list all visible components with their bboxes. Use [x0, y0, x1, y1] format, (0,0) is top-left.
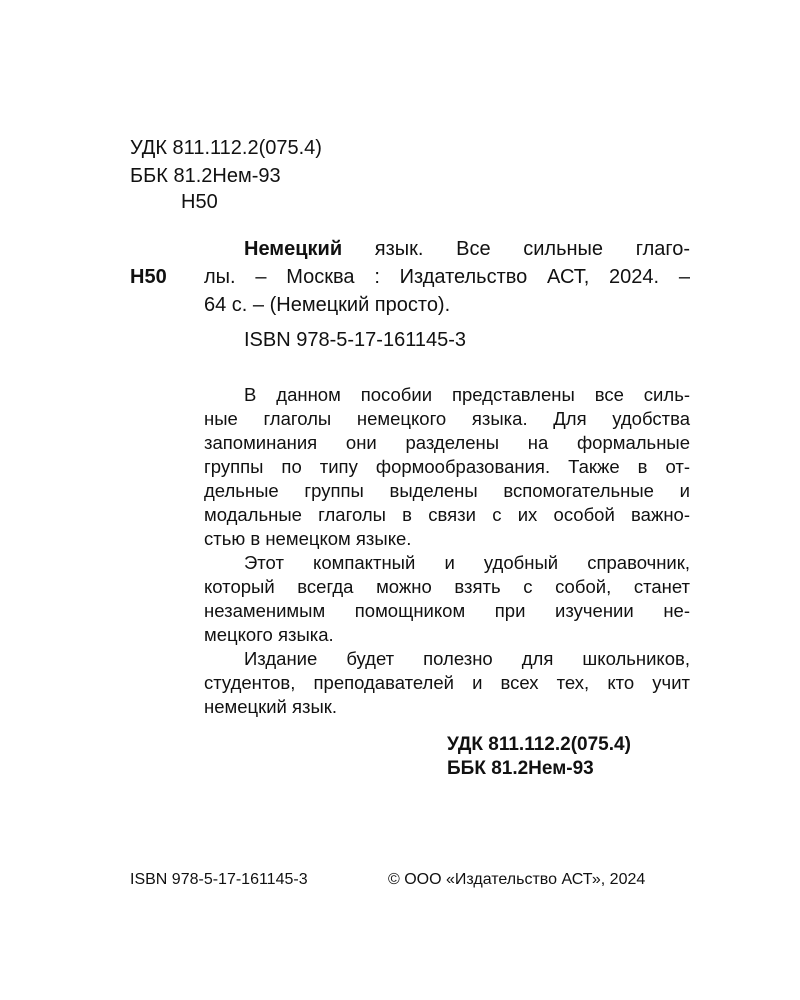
- annotation-line: студентов, преподавателей и всех тех, кто учит: [204, 672, 690, 693]
- udk-top: УДК 811.112.2(075.4): [130, 137, 322, 159]
- annotation-line: незаменимым помощником при изучении не-: [204, 600, 690, 621]
- author-sign-top: Н50: [181, 191, 218, 213]
- annotation-line: В данном пособии представлены все силь-: [244, 384, 690, 405]
- footer-isbn: ISBN 978-5-17-161145-3: [130, 871, 308, 888]
- catalog-title-bold: Немецкий: [244, 238, 343, 260]
- annotation-line: который всегда можно взять с собой, станет: [204, 576, 690, 597]
- catalog-isbn: ISBN 978-5-17-161145-3: [244, 329, 466, 351]
- catalog-imprint-line: лы. – Москва : Издательство АСТ, 2024. –: [204, 266, 690, 288]
- catalog-title-line: [244, 236, 690, 262]
- annotation-line: модальные глаголы в связи с их особой важно-: [204, 504, 690, 525]
- catalog-series-line: 64 с. – (Немецкий просто).: [204, 294, 451, 316]
- annotation-line: Издание будет полезно для школьников,: [244, 648, 690, 669]
- annotation-line: стью в немецком языке.: [204, 528, 412, 549]
- annotation-line: немецкий язык.: [204, 696, 338, 717]
- annotation-line: группы по типу формообразования. Также в от-: [204, 456, 690, 477]
- annotation-line: мецкого языка.: [204, 624, 334, 645]
- annotation-line: запоминания они разделены на формальные: [204, 432, 690, 453]
- annotation-line: ные глаголы немецкого языка. Для удобства: [204, 408, 690, 429]
- annotation-line: Этот компактный и удобный справочник,: [244, 552, 690, 573]
- footer-copyright: © ООО «Издательство АСТ», 2024: [388, 871, 646, 888]
- catalog-title-rest: язык. Все сильные глаго-: [342, 238, 690, 260]
- author-sign-catalog: Н50: [130, 266, 167, 288]
- bbk-bottom: ББК 81.2Нем-93: [447, 758, 594, 779]
- bbk-top: ББК 81.2Нем-93: [130, 165, 281, 187]
- annotation-line: дельные группы выделены вспомогательные и: [204, 480, 690, 501]
- udk-bottom: УДК 811.112.2(075.4): [447, 734, 631, 755]
